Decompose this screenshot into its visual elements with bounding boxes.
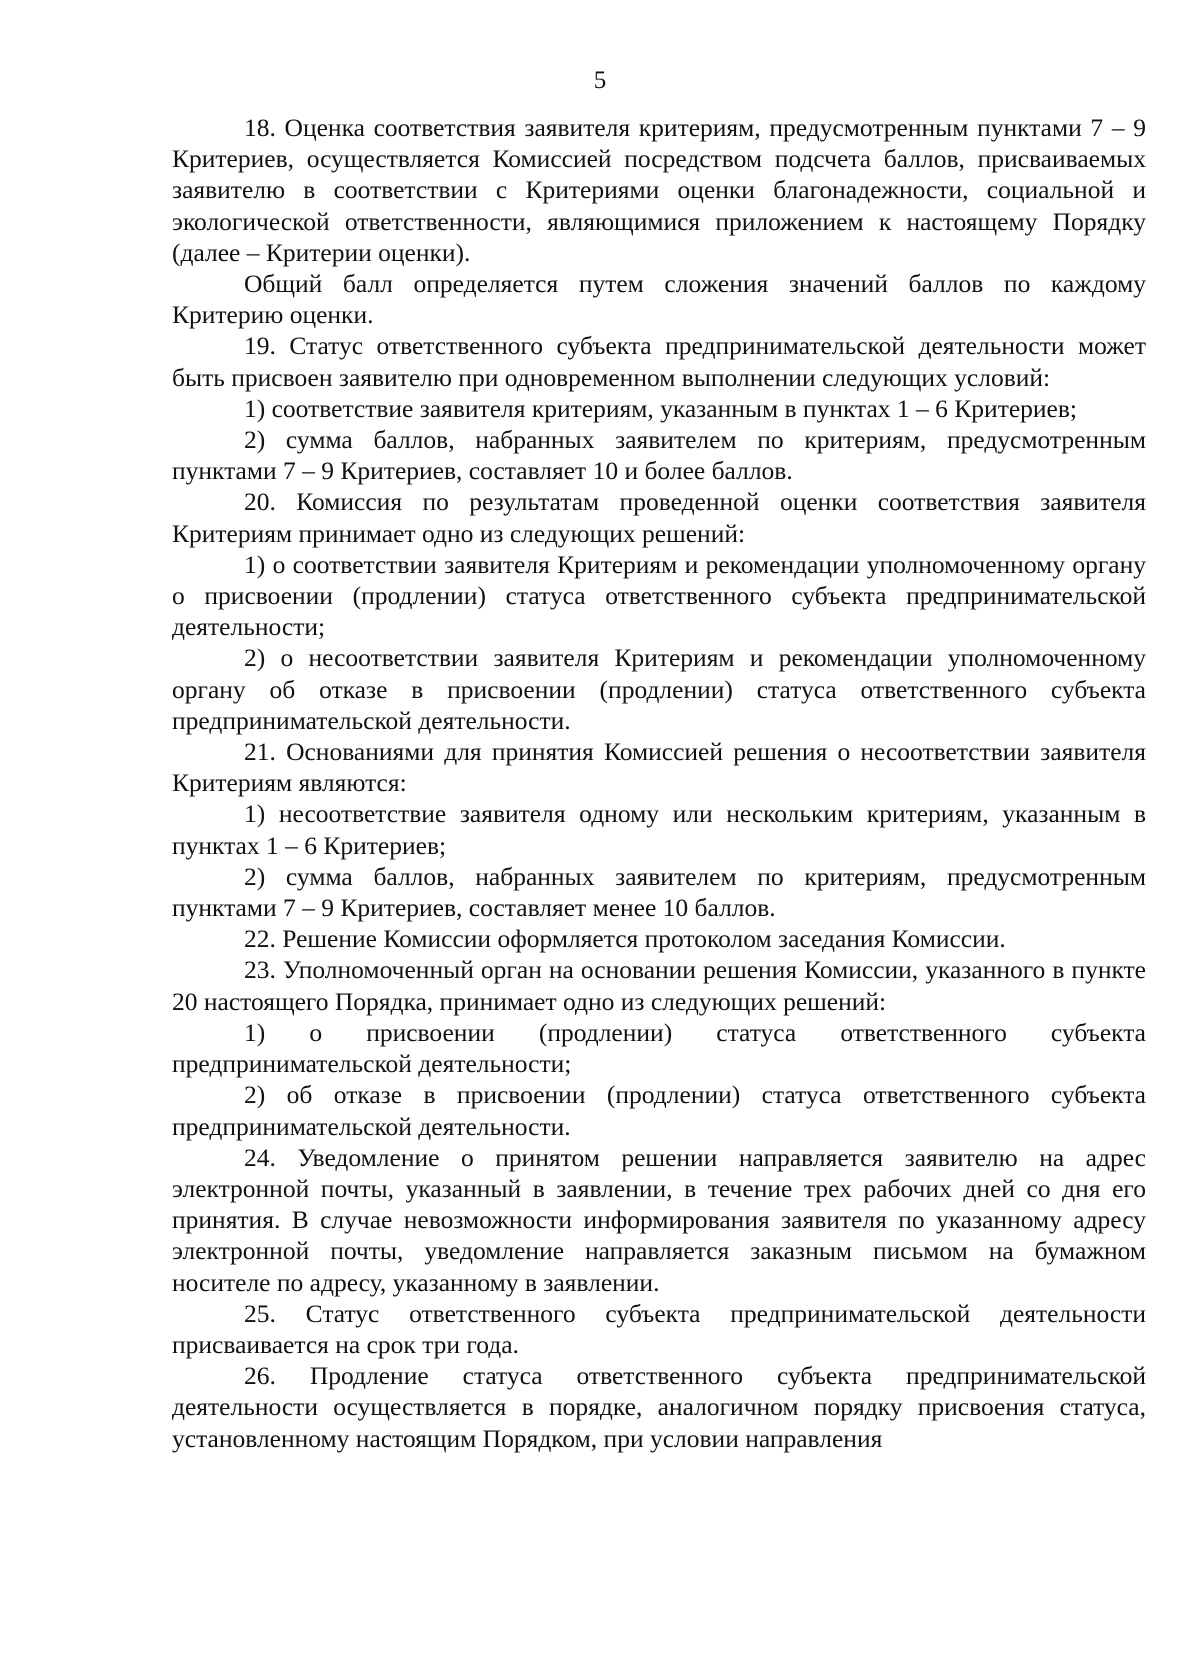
- paragraph-total-score: Общий балл определяется путем сложения значений баллов по каждому Критерию оценки.: [172, 269, 1146, 330]
- paragraph-26: 26. Продление статуса ответственного субъекта предпринимательской деятельности осуществляется в порядке, аналогичном порядку присвоения статуса, установленному настоящим Порядком, при условии направления: [172, 1361, 1146, 1453]
- paragraph-20-item-2: 2) о несоответствии заявителя Критериям и рекомендации уполномоченному органу об отказе в присвоении (продлении) статуса ответственного субъекта предпринимательской деятельности.: [172, 643, 1146, 735]
- paragraph-23-item-1: 1) о присвоении (продлении) статуса ответственного субъекта предпринимательской деятельности;: [172, 1017, 1146, 1079]
- paragraph-23: 23. Уполномоченный орган на основании решения Комиссии, указанного в пункте 20 настоящего Порядка, принимает одно из следующих решений:: [172, 955, 1146, 1016]
- paragraph-21-item-2: 2) сумма баллов, набранных заявителем по критериям, предусмотренным пунктами 7 – 9 Критериев, составляет менее 10 баллов.: [172, 861, 1146, 923]
- document-body: [172, 112, 1146, 1454]
- paragraph-20-item-1: 1) о соответствии заявителя Критериям и рекомендации уполномоченному органу о присвоении (продлении) статуса ответственного субъекта предпринимательской деятельности;: [172, 549, 1146, 642]
- paragraph-21: 21. Основаниями для принятия Комиссией решения о несоответствии заявителя Критериям являются:: [172, 737, 1146, 798]
- paragraph-23-item-2: 2) об отказе в присвоении (продлении) статуса ответственного субъекта предпринимательской деятельности.: [172, 1080, 1146, 1141]
- paragraph-19: 19. Статус ответственного субъекта предпринимательской деятельности может быть присвоен заявителю при одновременном выполнении следующих условий:: [172, 331, 1146, 392]
- paragraph-25: 25. Статус ответственного субъекта предпринимательской деятельности присваивается на срок три года.: [172, 1298, 1146, 1359]
- paragraph-20: 20. Комиссия по результатам проведенной оценки соответствия заявителя Критериям принимает одно из следующих решений:: [172, 487, 1146, 548]
- paragraph-22: 22. Решение Комиссии оформляется протоколом заседания Комиссии.: [244, 924, 1006, 954]
- paragraph-19-item-2: 2) сумма баллов, набранных заявителем по критериям, предусмотренным пунктами 7 – 9 Критериев, составляет 10 и более баллов.: [172, 425, 1146, 486]
- paragraph-24: 24. Уведомление о принятом решении направляется заявителю на адрес электронной почты, указанный в заявлении, в течение трех рабочих дней со дня его принятия. В случае невозможности информирования заявителя по указанному адресу электронной почты, уведомление направляется заказным письмом на бумажном носителе по адресу, указанному в заявлении.: [172, 1142, 1146, 1297]
- paragraph-18: 18. Оценка соответствия заявителя критериям, предусмотренным пунктами 7 – 9 Критериев, осуществляется Комиссией посредством подсчета баллов, присваиваемых заявителю в соответствии с Критериями оценки благонадежности, социальной и экологической ответственности, являющимися приложением к настоящему Порядку (далее – Критерии оценки).: [172, 113, 1146, 267]
- page-number: 5: [593, 67, 607, 94]
- paragraph-21-item-1: 1) несоответствие заявителя одному или нескольким критериям, указанным в пунктах 1 – 6 Критериев;: [172, 799, 1146, 860]
- paragraph-19-item-1: 1) соответствие заявителя критериям, указанным в пунктах 1 – 6 Критериев;: [244, 393, 1077, 423]
